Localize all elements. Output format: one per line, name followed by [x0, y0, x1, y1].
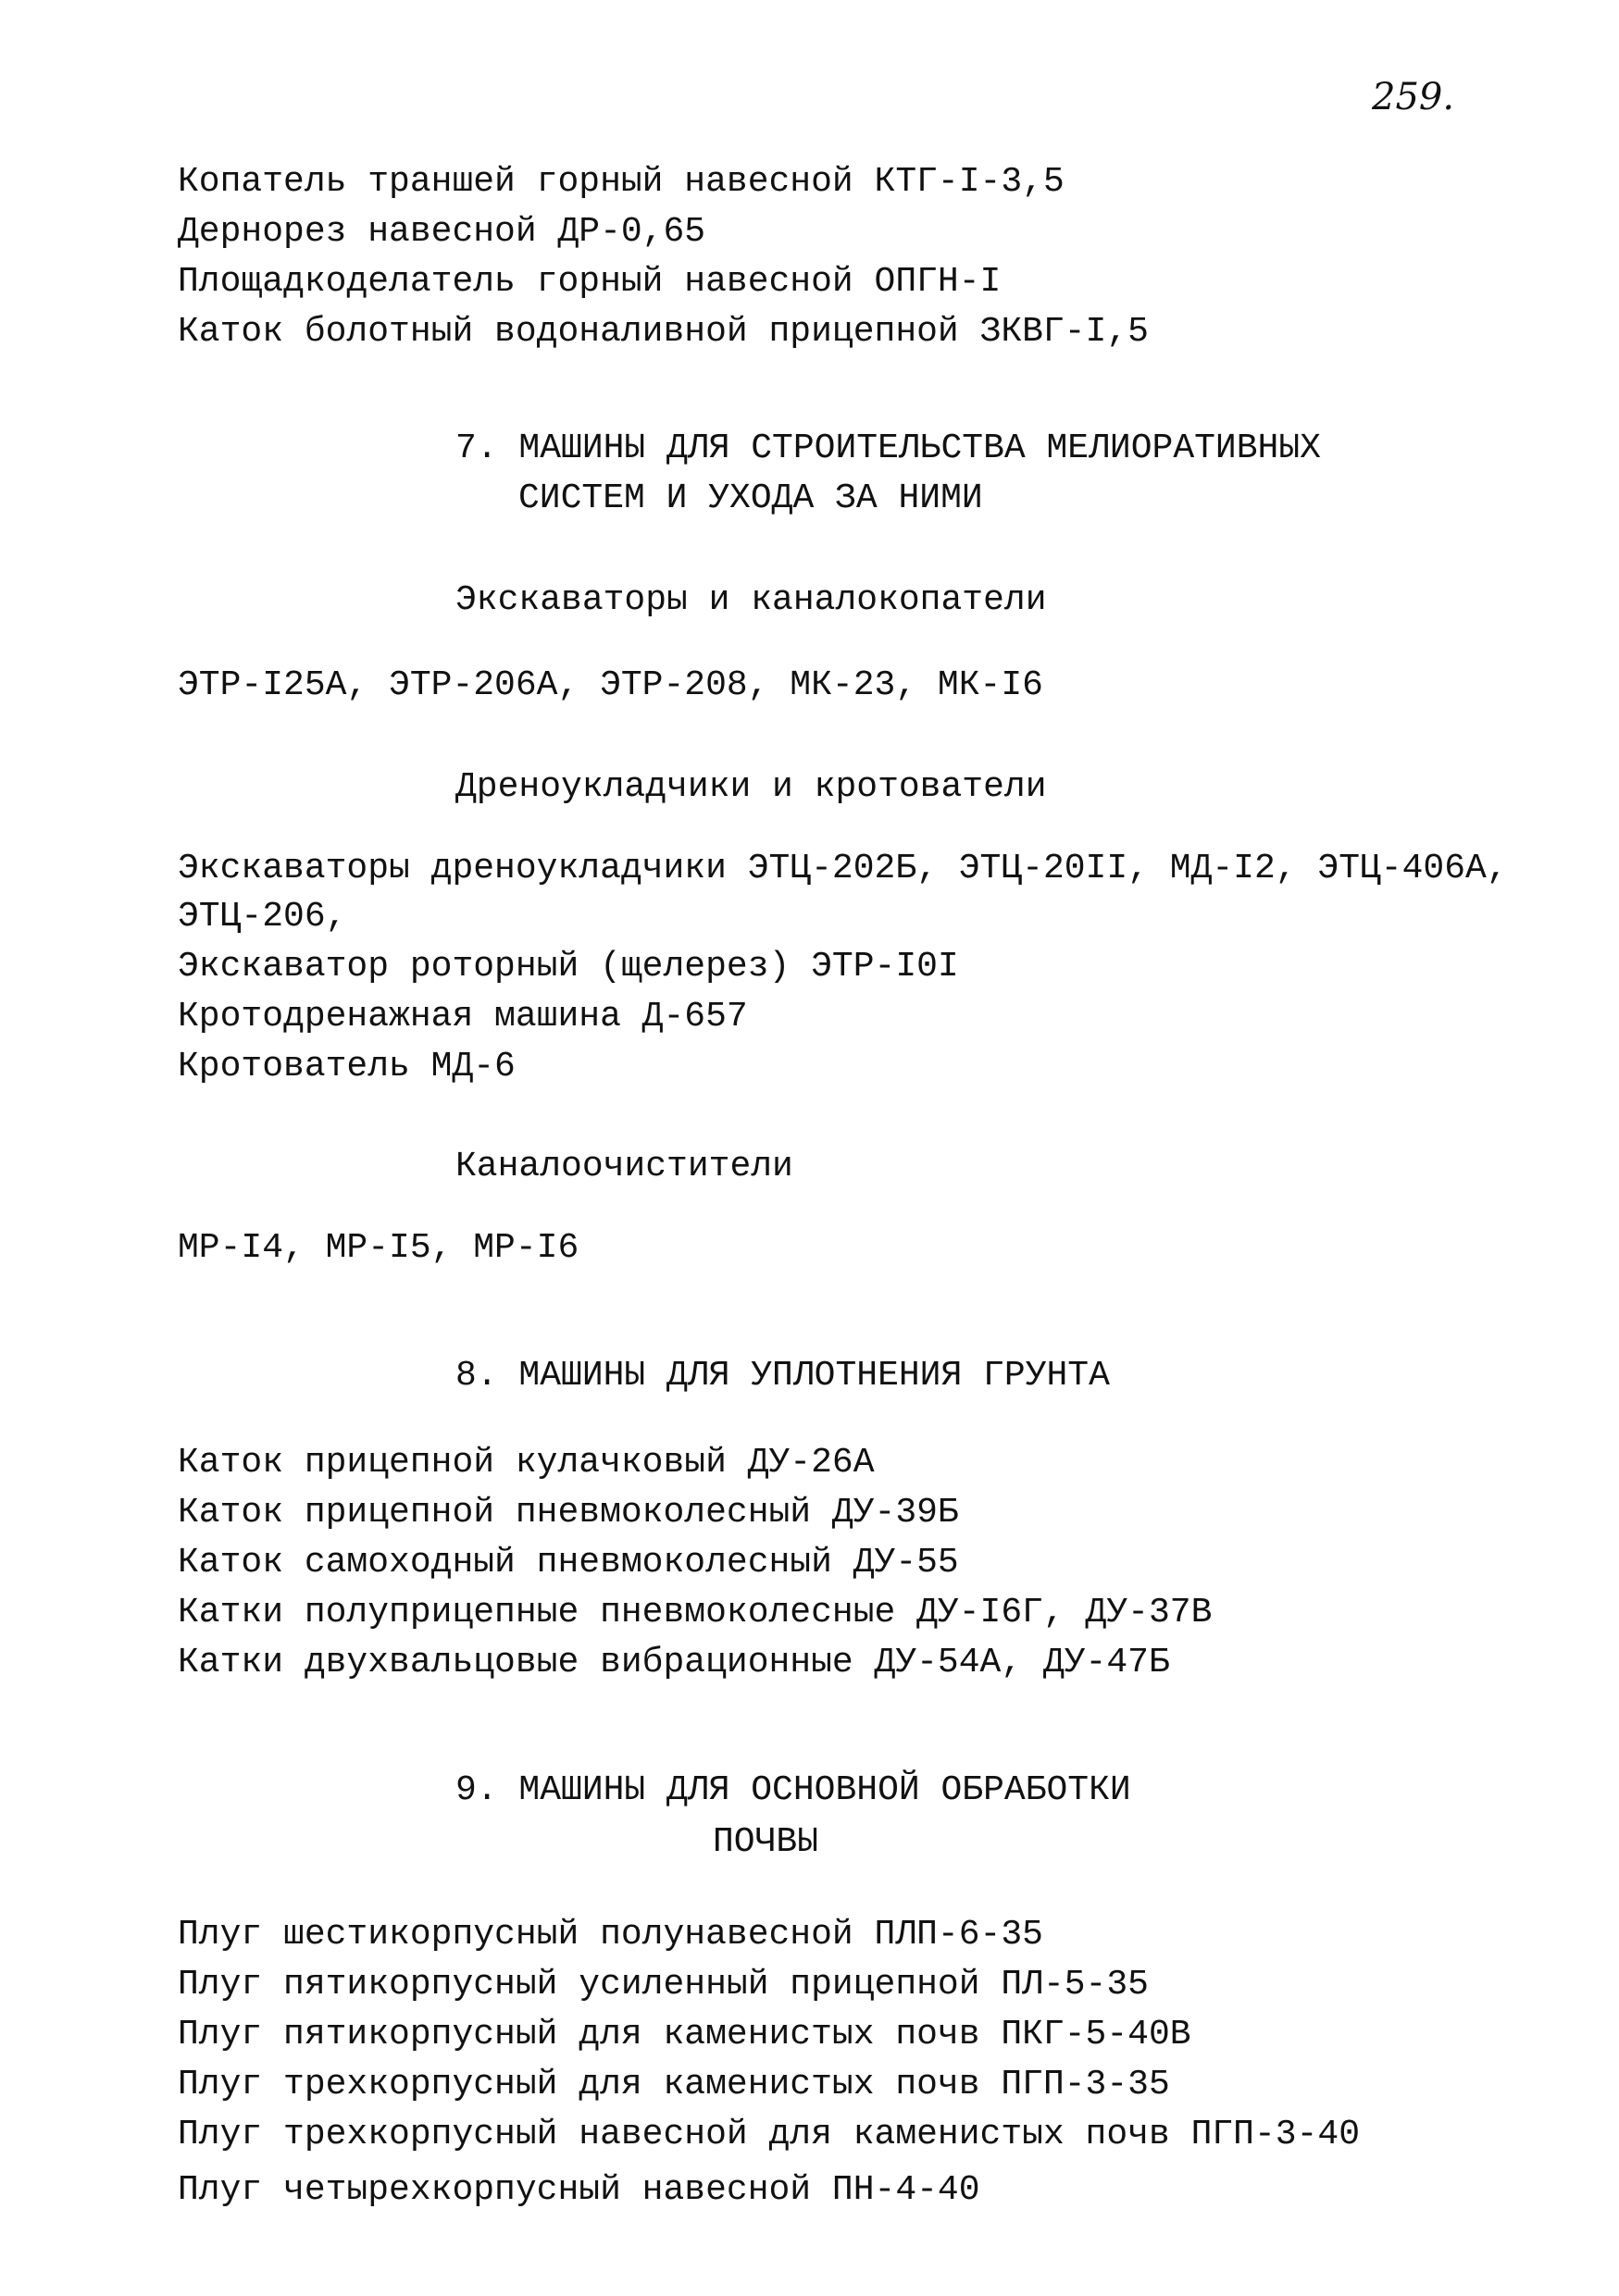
- section-8-title: 8. МАШИНЫ ДЛЯ УПЛОТНЕНИЯ ГРУНТА: [455, 1356, 1110, 1396]
- list-item: Кротователь МД-6: [178, 1047, 516, 1086]
- section-9-title: 9. МАШИНЫ ДЛЯ ОСНОВНОЙ ОБРАБОТКИ: [455, 1770, 1131, 1810]
- list-item: Каток болотный водоналивной прицепной ЗКВГ-I,5: [178, 312, 1149, 352]
- list-item: Площадкоделатель горный навесной ОПГН-I: [178, 262, 1002, 302]
- list-item: Дернорез навесной ДР-0,65: [178, 212, 706, 252]
- section-9-title-continued: ПОЧВЫ: [713, 1822, 819, 1862]
- subsection-heading-cleaners: Каналоочистители: [455, 1147, 793, 1186]
- list-item: Плуг пятикорпусный для каменистых почв ПКГ-5-40В: [178, 2015, 1191, 2054]
- list-item: Копатель траншей горный навесной КТГ-I-3,5: [178, 162, 1065, 202]
- list-item: Катки полуприцепные пневмоколесные ДУ-I6Г, ДУ-37В: [178, 1593, 1213, 1632]
- list-item: Плуг трехкорпусный навесной для каменистых почв ПГП-3-40: [178, 2115, 1361, 2154]
- list-item: Плуг четырехкорпусный навесной ПН-4-40: [178, 2170, 980, 2210]
- list-item: Каток прицепной пневмоколесный ДУ-39Б: [178, 1493, 959, 1533]
- list-item: Каток самоходный пневмоколесный ДУ-55: [178, 1543, 959, 1582]
- page-number: 259.: [1372, 76, 1455, 118]
- list-item: Каток прицепной кулачковый ДУ-26А: [178, 1443, 875, 1483]
- list-item: ЭТЦ-206,: [178, 897, 347, 937]
- list-item: Экскаваторы дреноукладчики ЭТЦ-202Б, ЭТЦ-20II, МД-I2, ЭТЦ-406А,: [178, 849, 1508, 888]
- list-item: Кротодренажная машина Д-657: [178, 997, 748, 1036]
- list-item: Экскаватор роторный (щелерез) ЭТР-I0I: [178, 947, 959, 987]
- list-item: Плуг шестикорпусный полунавесной ПЛП-6-35: [178, 1915, 1043, 1955]
- subsection-heading-excavators: Экскаваторы и каналокопатели: [455, 580, 1047, 620]
- list-item: Плуг трехкорпусный для каменистых почв ПГП-3-35: [178, 2065, 1170, 2104]
- section-7-title-continued: СИСТЕМ И УХОДА ЗА НИМИ: [518, 478, 983, 518]
- list-item: Катки двухвальцовые вибрационные ДУ-54А, ДУ-47Б: [178, 1643, 1170, 1682]
- list-item: ЭТР-I25А, ЭТР-206А, ЭТР-208, МК-23, МК-I6: [178, 665, 1043, 705]
- list-item: Плуг пятикорпусный усиленный прицепной ПЛ-5-35: [178, 1965, 1149, 2004]
- section-7-title: 7. МАШИНЫ ДЛЯ СТРОИТЕЛЬСТВА МЕЛИОРАТИВНЫХ: [455, 428, 1321, 468]
- subsection-heading-drain: Дреноукладчики и кротователи: [455, 767, 1047, 807]
- list-item: МР-I4, МР-I5, МР-I6: [178, 1228, 579, 1268]
